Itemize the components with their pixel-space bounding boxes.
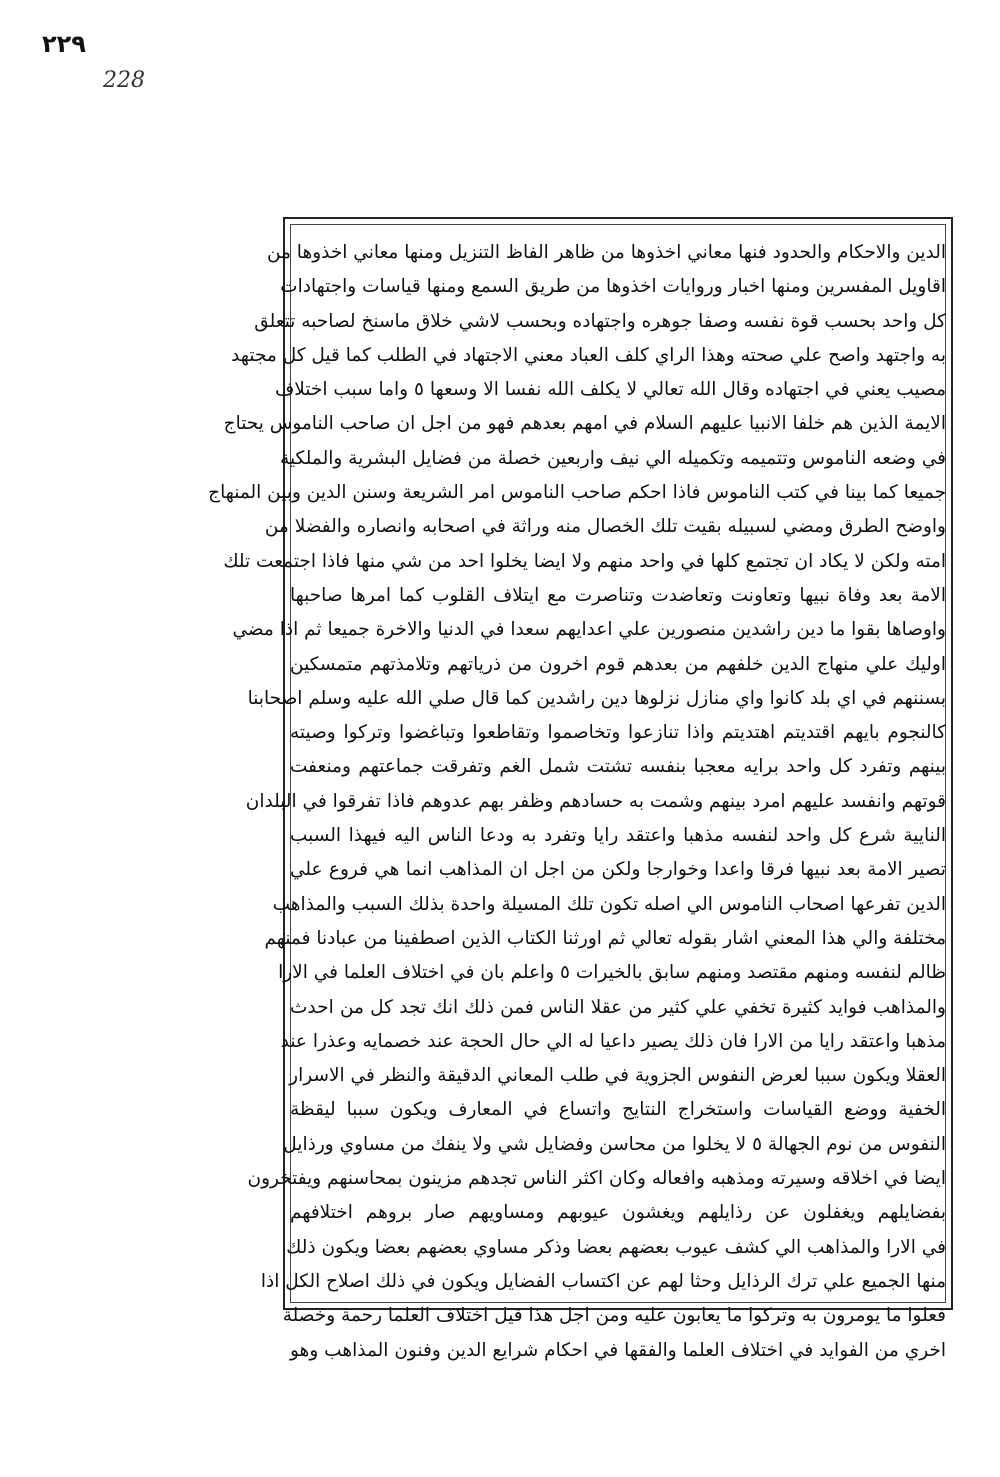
text-line: والمذاهب فوايد كثيرة تخفي علي كثير من عقلا الناس فمن ذلك انك تجد كل من احدث [290, 996, 946, 1018]
text-line: بينهم وتفرد كل واحد برايه معجبا بنفسه تشتت شمل الغم وتفرقت جماعتهم ومنعفت [290, 756, 946, 778]
text-line: واوصاها بقوا ما دين راشدين منصورين علي اعدايهم سعدا في الدنيا والاخرة جميعا ثم اذا مضي [232, 619, 946, 641]
text-line: الايمة الذين هم خلفا الانبيا عليهم السلام في امهم بعدهم فهو من اجل ان صاحب الناموس يحتاج [223, 413, 946, 435]
text-line: اوليك علي منهاج الدين خلفهم من بعدهم قوم اخرون من ذرياتهم وتلامذتهم متمسكين [290, 653, 946, 675]
text-line: قوتهم وانفسد عليهم امرد بينهم وشمت به حسادهم وظفر بهم عدوهم فاذا تفرقوا في البلدان [245, 790, 946, 812]
text-line: منها الجميع علي ترك الرذايل وحثا لهم عن اكتساب الفضايل ويكون في ذلك اصلاح الكل اذا [260, 1270, 946, 1292]
text-line: جميعا كما بينا في كتب الناموس فاذا احكم صاحب الناموس امر الشريعة وسنن الدين وبين المنهاج [208, 482, 946, 504]
text-line: بسننهم في اي بلد كانوا واي منازل نزلوها دين راشدين كما قال صلي الله عليه وسلم اصحابنا [247, 687, 946, 709]
text-line: تصير الامة بعد نبيها فرقا واعدا وخوارجا ولكن من اجل ان المذاهب انما هي فروع علي [290, 859, 946, 881]
text-line: الخفية ووضع القياسات واستخراج النتايج واتساع في المعارف ويكون سببا ليقظة [290, 1099, 946, 1121]
text-line: النفوس من نوم الجهالة ٥ لا يخلوا من محاسن وفضايل شي ولا ينفك من مساوي ورذايل [283, 1133, 946, 1155]
text-line: فعلوا ما يومرون به وتركوا ما يعابون عليه ومن اجل هذا قيل اختلاف العلما رحمة وخصلة [282, 1305, 946, 1327]
text-line: ظالم لنفسه ومنهم مقتصد ومنهم سابق بالخيرات ٥ واعلم بان في اختلاف العلما في الارا [278, 962, 946, 984]
text-line: امته ولكن لا يكاد ان تجتمع كلها في واحد منهم ولا ايضا يخلوا احد من شي منها فاذا اجتمعت تلك [223, 550, 946, 572]
text-line: مختلفة والي هذا المعني اشار بقوله تعالي ثم اورثنا الكتاب الذين اصطفينا من عبادنا فمنهم [264, 927, 946, 949]
text-line: في الارا والمذاهب الي كشف عيوب بعضهم بعضا وذكر مساوي بعضهم بعضا ويكون ذلك [286, 1236, 946, 1258]
text-line: كالنجوم بايهم اقتديتم اهتديتم واذا تنازعوا وتخاصموا وتقاطعوا وتباغضوا وتركوا وصيته [290, 722, 946, 744]
text-line: في وضعه الناموس وتتميمه وتكميله الي نيف واربعين خصلة من فضايل البشرية والملكية [280, 447, 946, 469]
text-line: الدين تفرعها اصحاب الناموس الي اصله تكون تلك المسيلة واحدة بذلك السبب والمذاهب [272, 893, 946, 915]
text-line: ايضا في اخلاقه وسيرته ومذهبه وافعاله وكان اكثر الناس تجدهم مزينون بمحاسنهم ويفتخرون [247, 1168, 946, 1190]
text-line: اقاويل المفسرين ومنها اخبار وروايات اخذوها من طريق السمع ومنها قياسات واجتهادات [280, 276, 946, 298]
text-line: واوضح الطرق ومضي لسبيله بقيت تلك الخصال منه وراثة في اصحابه وانصاره والفضلا من [264, 516, 946, 538]
text-line: به واجتهد واصح علي صحته وهذا الراي كلف العباد معني الاجتهاد في الطلب كما قيل كل مجتهد [231, 344, 946, 366]
pencil-page-number: 228 [103, 68, 145, 93]
text-line: مذهبا واعتقد رايا من الارا فان ذلك يصير داعيا له الي حال الحجة عند خصمايه وعذرا عند [280, 1030, 946, 1052]
text-line: العقلا ويكون سببا لعرض النفوس الجزوية في طلب المعاني الدقيقة والنظر في الاسرار [289, 1065, 946, 1087]
text-line: النايية شرع كل واحد لنفسه مذهبا واعتقد رايا وتفرد به ودعا الناس اليه فيهذا السبب [290, 825, 946, 847]
text-line: اخري من الفوايد في اختلاف العلما والفقها في احكام شرايع الدين وفنون المذاهب وهو [290, 1339, 946, 1361]
text-line: بفضايلهم ويغفلون عن رذايلهم ويغشون عيوبهم ومساويهم صار بروهم اختلافهم [290, 1202, 946, 1224]
text-line: مصيب يعني في اجتهاده وقال الله تعالي لا يكلف الله نفسا الا وسعها ٥ واما سبب اختلاف [275, 379, 946, 401]
folio-number: ٢٢٩ [42, 30, 86, 58]
text-line: الدين والاحكام والحدود فنها معاني اخذوها من ظاهر الفاظ التنزيل ومنها معاني اخذوها من [266, 242, 946, 263]
text-line: كل واحد بحسب قوة نفسه وصفا جوهره واجتهاده وبحسب لاشي خلاق ماسنخ لصاحبه تتعلق [254, 310, 946, 332]
manuscript-text [208, 236, 946, 1361]
text-line: الامة بعد وفاة نبيها وتعاونت وتعاضدت وتناصرت مع ايتلاف القلوب كما امرها صاحبها [290, 584, 946, 606]
